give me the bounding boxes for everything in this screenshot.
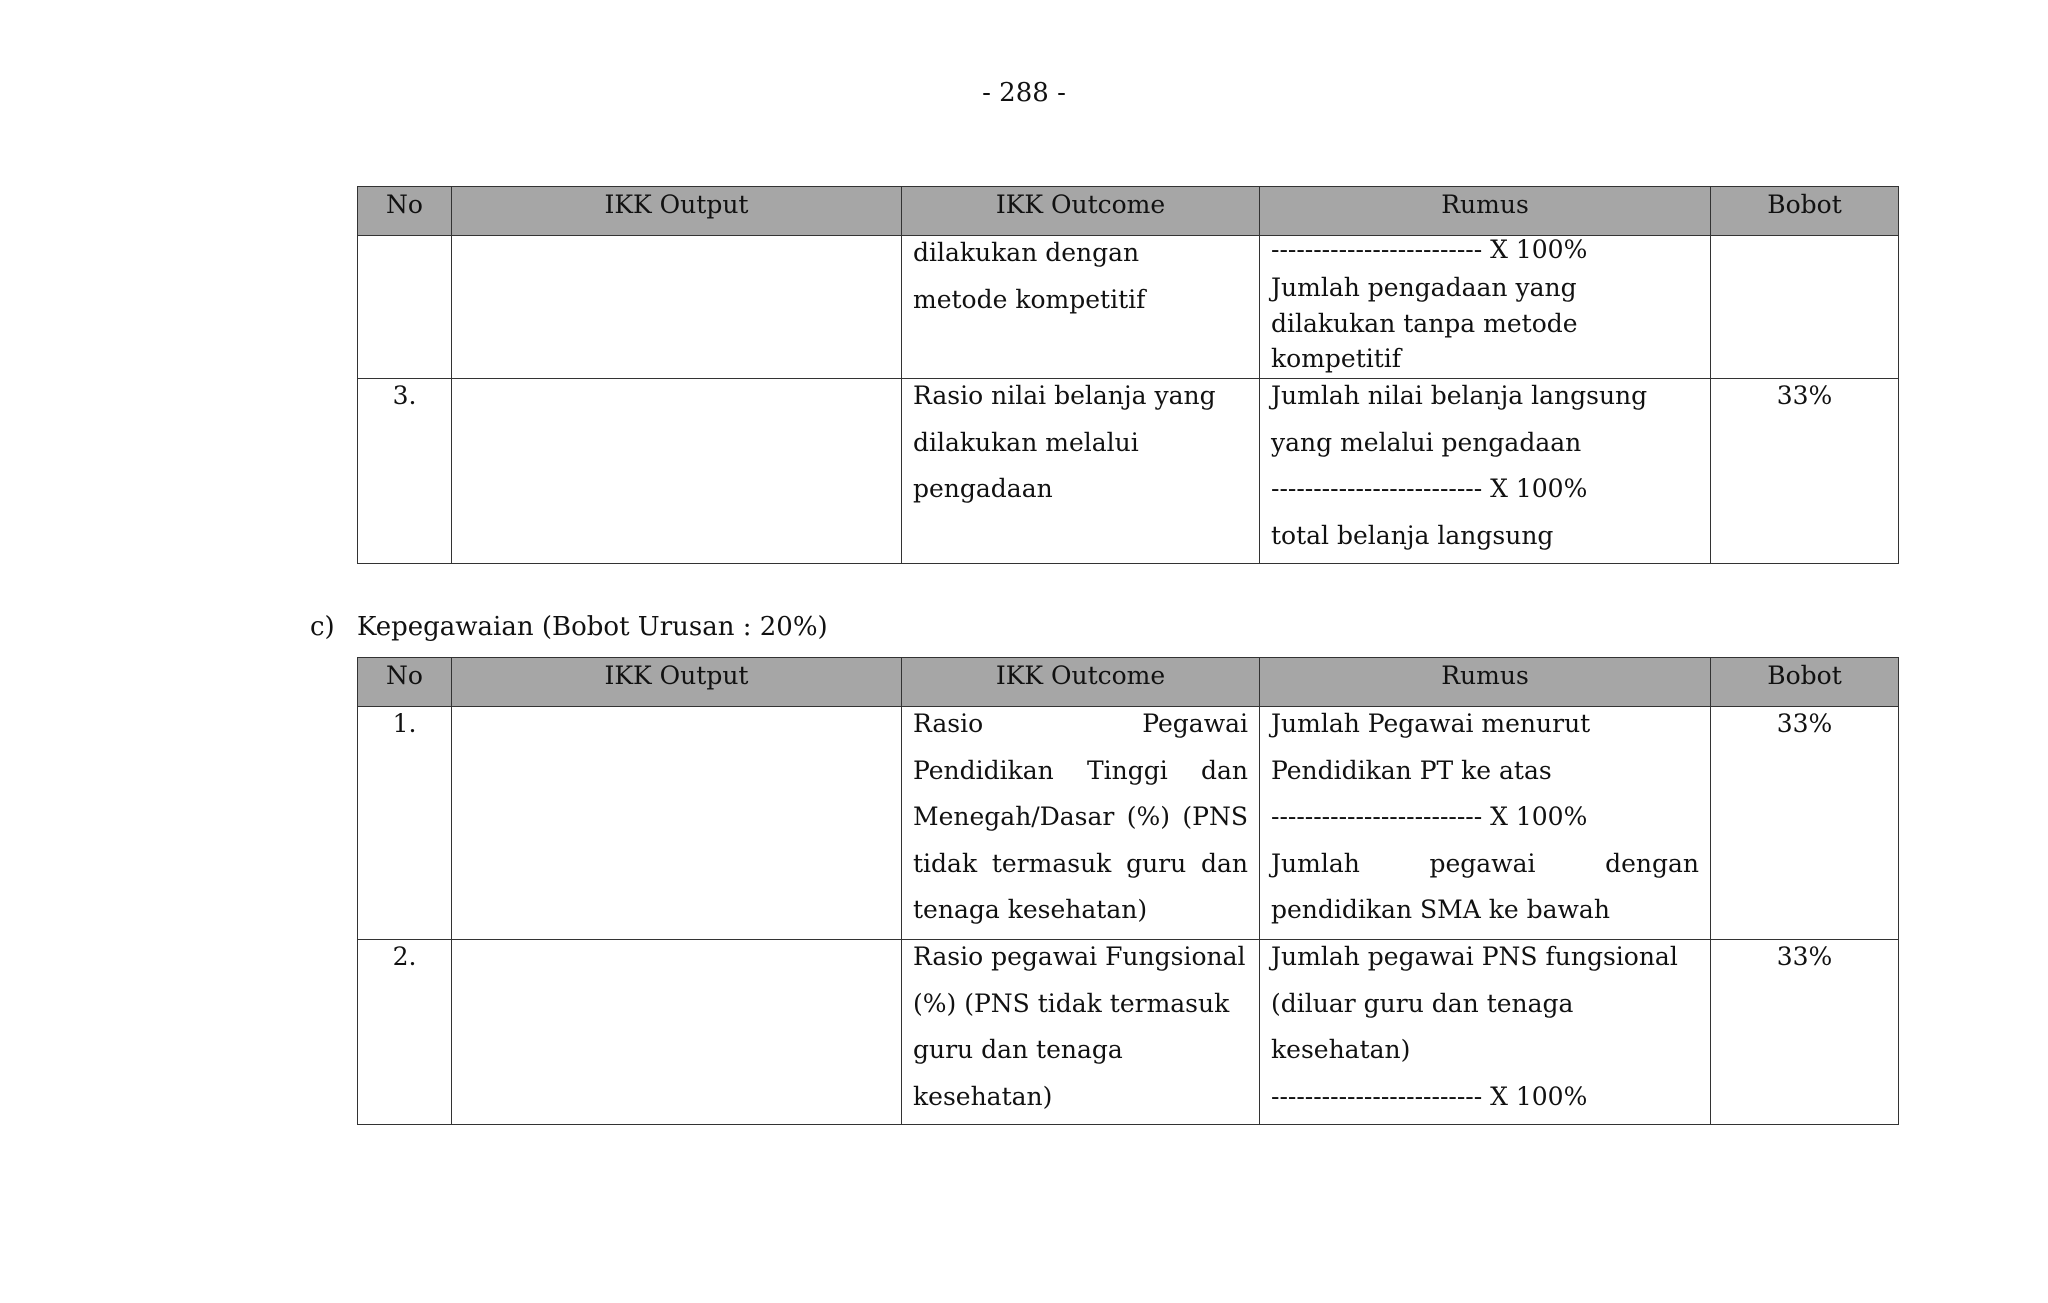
outcome-line: tenaga kesehatan) <box>913 895 1148 924</box>
cell-no <box>358 236 452 379</box>
ikk-table-continued <box>357 186 1899 564</box>
header-rumus: Rumus <box>1260 187 1711 236</box>
cell-no <box>358 707 452 940</box>
bobot-value: 33% <box>1776 381 1833 410</box>
cell-bobot <box>1711 940 1899 1125</box>
table-row <box>358 940 1899 1125</box>
header-ikk-output: IKK Output <box>452 658 902 707</box>
rumus-line: ------------------------- X 100% <box>1271 802 1588 831</box>
header-no: No <box>358 658 452 707</box>
header-rumus: Rumus <box>1260 658 1711 707</box>
header-bobot: Bobot <box>1711 187 1899 236</box>
page-number: - 288 - <box>982 78 1066 108</box>
cell-ikk-outcome <box>902 707 1260 940</box>
rumus-line: Jumlah pegawai dengan <box>1271 848 1699 878</box>
outcome-line: (%) (PNS tidak termasuk <box>913 988 1230 1018</box>
cell-ikk-outcome <box>902 236 1260 379</box>
ikk-table-kepegawaian <box>357 657 1899 1125</box>
outcome-line: Rasio nilai belanja yang <box>913 381 1216 410</box>
cell-ikk-output <box>452 379 902 564</box>
cell-rumus <box>1260 707 1711 940</box>
outcome-line: Menegah/Dasar (%) (PNS <box>913 802 1248 831</box>
cell-rumus <box>1260 940 1711 1125</box>
rumus-line: ------------------------- X 100% <box>1271 474 1588 503</box>
outcome-line: Pendidikan Tinggi dan <box>913 755 1248 785</box>
cell-rumus <box>1260 236 1711 379</box>
rumus-line: Pendidikan PT ke atas <box>1271 755 1552 785</box>
rumus-line: dilakukan tanpa metode <box>1271 308 1578 338</box>
cell-ikk-outcome <box>902 940 1260 1125</box>
rumus-line: ------------------------- X 100% <box>1271 1081 1588 1111</box>
header-bobot: Bobot <box>1711 658 1899 707</box>
header-ikk-outcome: IKK Outcome <box>902 187 1260 236</box>
cell-bobot <box>1711 707 1899 940</box>
rumus-line: Jumlah pegawai PNS fungsional <box>1271 942 1678 971</box>
outcome-line: pengadaan <box>913 474 1053 503</box>
rumus-line: ------------------------- X 100% <box>1271 235 1588 264</box>
rumus-line: (diluar guru dan tenaga <box>1271 988 1574 1018</box>
cell-no <box>358 940 452 1125</box>
row-number: 3. <box>392 381 417 410</box>
cell-ikk-output <box>452 940 902 1125</box>
header-no: No <box>358 187 452 236</box>
cell-rumus <box>1260 379 1711 564</box>
bobot-value: 33% <box>1776 942 1833 971</box>
table-row <box>358 707 1899 940</box>
section-title: Kepegawaian (Bobot Urusan : 20%) <box>357 612 828 642</box>
cell-ikk-output <box>452 707 902 940</box>
outcome-line: Rasio Pegawai <box>913 709 1248 738</box>
table-header-row <box>358 187 1899 236</box>
outcome-line: metode kompetitif <box>913 284 1146 314</box>
outcome-line: kesehatan) <box>913 1081 1053 1111</box>
rumus-line: pendidikan SMA ke bawah <box>1271 895 1610 924</box>
table-row <box>358 379 1899 564</box>
outcome-line: tidak termasuk guru dan <box>913 848 1248 878</box>
row-number: 1. <box>392 709 417 738</box>
cell-bobot <box>1711 236 1899 379</box>
cell-bobot <box>1711 379 1899 564</box>
section-marker: c) <box>310 612 335 642</box>
table-header-row <box>358 658 1899 707</box>
rumus-line: Jumlah nilai belanja langsung <box>1271 381 1648 410</box>
rumus-line: Jumlah pengadaan yang <box>1271 273 1577 302</box>
outcome-line: guru dan tenaga <box>913 1035 1123 1064</box>
outcome-line: dilakukan dengan <box>913 238 1140 267</box>
rumus-line: total belanja langsung <box>1271 520 1554 550</box>
cell-ikk-outcome <box>902 379 1260 564</box>
outcome-line: Rasio pegawai Fungsional <box>913 942 1246 971</box>
rumus-line: kompetitif <box>1271 344 1402 373</box>
header-ikk-output: IKK Output <box>452 187 902 236</box>
cell-no <box>358 379 452 564</box>
rumus-line: kesehatan) <box>1271 1035 1411 1064</box>
outcome-line: dilakukan melalui <box>913 427 1139 457</box>
rumus-line: Jumlah Pegawai menurut <box>1271 709 1591 738</box>
header-ikk-outcome: IKK Outcome <box>902 658 1260 707</box>
rumus-line: yang melalui pengadaan <box>1271 427 1582 457</box>
row-number: 2. <box>392 942 417 971</box>
cell-ikk-output <box>452 236 902 379</box>
table-row <box>358 236 1899 379</box>
section-heading <box>310 612 828 642</box>
bobot-value: 33% <box>1776 709 1833 738</box>
